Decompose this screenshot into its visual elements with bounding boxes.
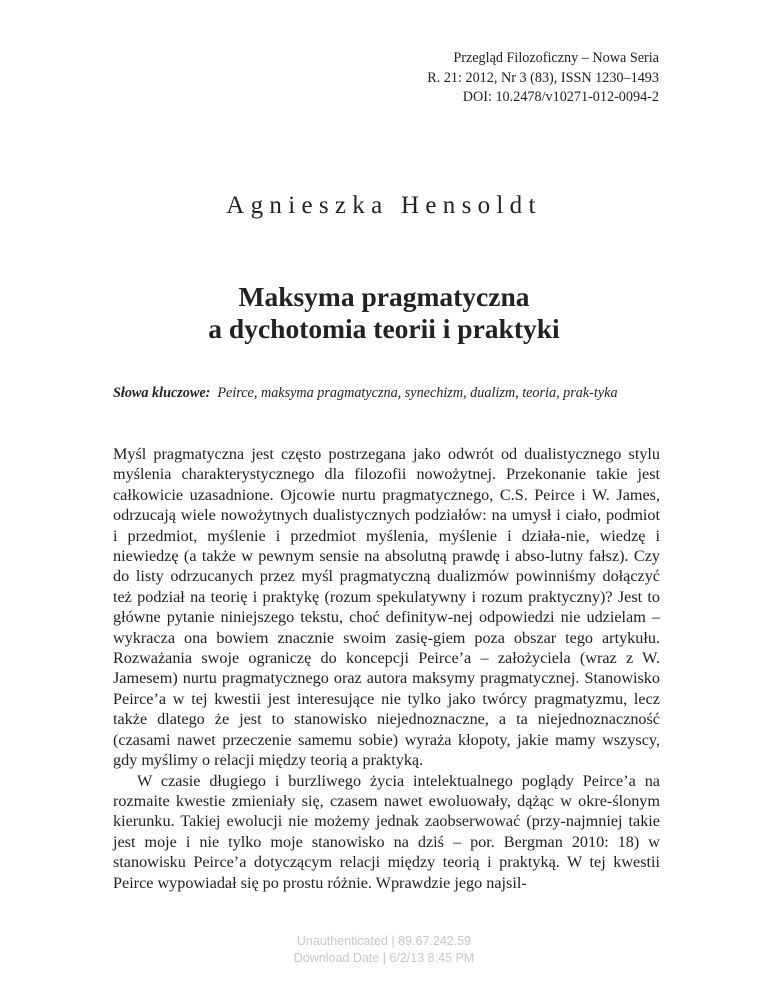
journal-header bbox=[427, 49, 659, 108]
keywords-value: Peirce, maksyma pragmatyczna, synechizm, dualizm, teoria, prak-tyka bbox=[217, 385, 618, 401]
download-watermark bbox=[0, 933, 768, 967]
journal-doi: DOI: 10.2478/v10271-012-0094-2 bbox=[462, 89, 659, 105]
body-paragraph-2: W czasie długiego i burzliwego życia intelektualnego poglądy Peirce’a na rozmaite kwestie zmieniały się, czasem nawet ewoluowały, dążąc w okre-ślonym kierunku. Takiej ewolucji nie możemy jednak zaobserwować (przy-najmniej takie jest moje i nie tylko moje stanowisko na dziś – por. Bergman 2010: 18) w stanowisku Peirce’a dotyczącym relacji między teorią i praktyką. W tej kwestii Peirce wypowiadał się po prostu różnie. Wprawdzie jego najsil- bbox=[113, 771, 660, 892]
journal-issue: R. 21: 2012, Nr 3 (83), ISSN 1230–1493 bbox=[427, 69, 659, 86]
journal-name: Przegląd Filozoficzny – Nowa Seria bbox=[453, 50, 659, 66]
keywords-label: Słowa kluczowe: bbox=[113, 385, 211, 401]
title-line-1: Maksyma pragmatyczna bbox=[238, 281, 530, 312]
watermark-line-1: Unauthenticated | 89.67.242.59 bbox=[296, 934, 472, 948]
author-name: Agnieszka Hensoldt bbox=[226, 192, 542, 219]
watermark-line-2: Download Date | 6/2/13 8:45 PM bbox=[293, 951, 475, 965]
body-paragraph-1: Myśl pragmatyczna jest często postrzegana jako odwrót od dualistycznego stylu myślenia charakterystycznego dla filozofii nowożytnej. Przekonanie takie jest całkowicie uzasadnione. Ojcowie nurtu pragmatycznego, C.S. Peirce i W. James, odrzucają wiele nowożytnych dualistycznych podziałów: na umysł i ciało, podmiot i przedmiot, myślenie i przedmiot myślenia, myślenie i działa-nie, wiedzę i niewiedzę (a także w pewnym sensie na absolutną prawdę i abso-lutny fałsz). Czy do listy odrzucanych przez myśl pragmatyczną dualizmów powinniśmy dołączyć też podział na teorię i praktykę (rozum spekulatywny i rozum praktyczny)? Jest to główne pytanie niniejszego tekstu, choć definityw-nej odpowiedzi nie udzielam – wykracza ona bowiem znacznie swoim zasię-giem poza obszar tego artykułu. Rozważania swoje ograniczę do koncepcji Peirce’a – założyciela (wraz z W. Jamesem) nurtu pragmatycznego oraz autora maksymy pragmatycznej. Stanowisko Peirce’a w tej kwestii jest interesujące nie tylko jako twórcy pragmatyzmu, lecz także dlatego że jest to stanowisko niejednoznaczne, a ta niejednoznaczność (czasami nawet przeczenie samemu sobie) wyraża kłopoty, jakie mamy wszyscy, gdy myślimy o relacji między teorią a praktyką. bbox=[113, 445, 660, 770]
keywords bbox=[113, 383, 661, 403]
article-title bbox=[0, 281, 768, 345]
title-line-2: a dychotomia teorii i praktyki bbox=[208, 313, 560, 344]
article-body bbox=[113, 444, 660, 893]
